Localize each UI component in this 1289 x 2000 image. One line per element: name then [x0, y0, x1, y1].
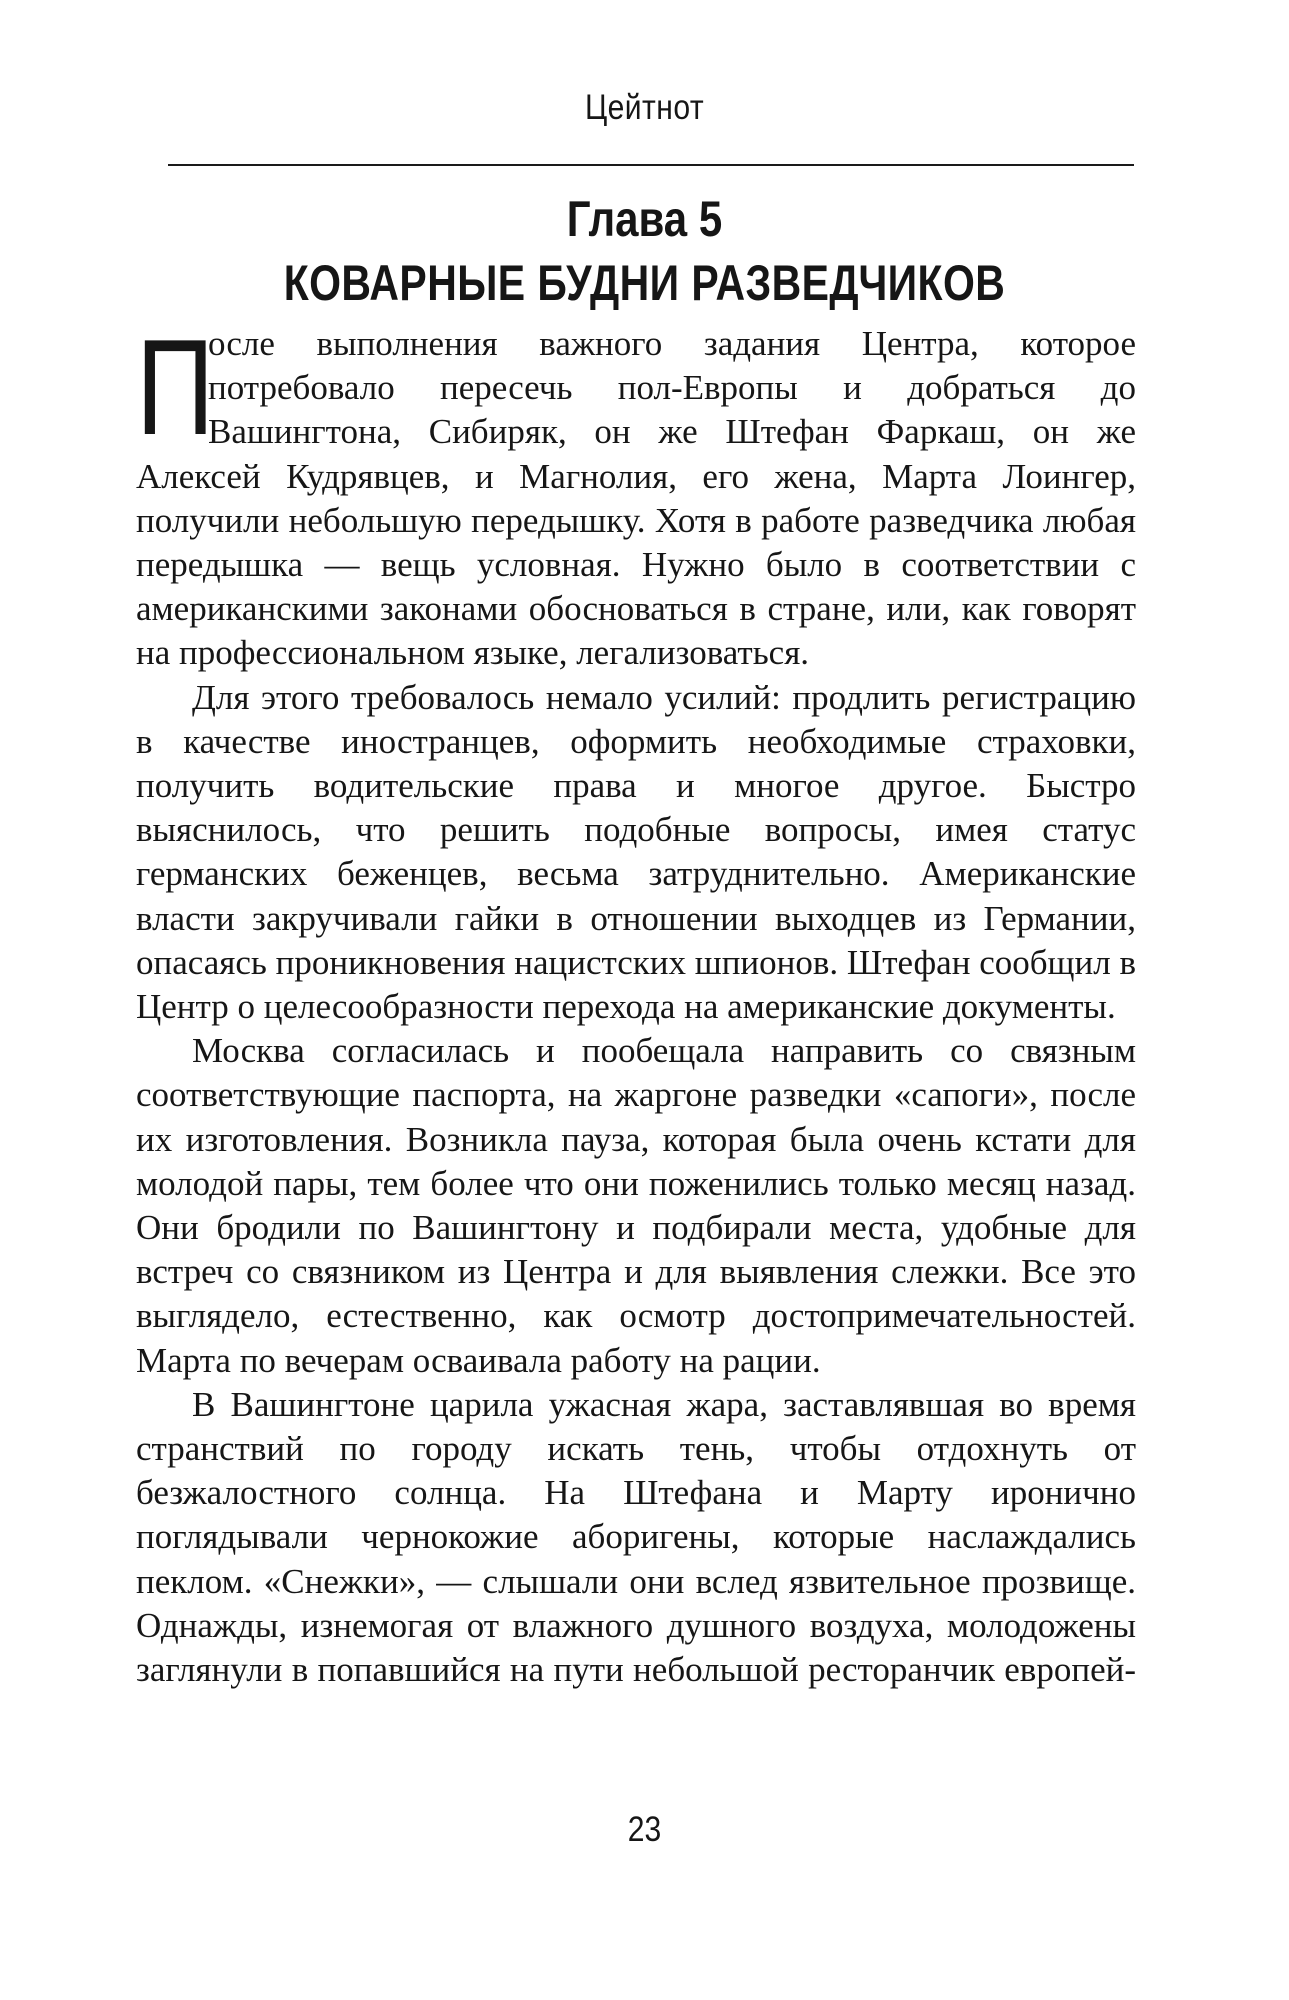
- paragraph-1-text: осле выполнения важного задания Центра, которое потребовало пересечь пол-Европы и добраться до Вашингтона, Сибиряк, он же Штефан Фаркаш, он же Алексей Кудрявцев, и Магнолия, его жена, Марта Лоингер, получили небольшую передышку. Хотя в работе разведчика любая передышка — вещь условная. Нужно было в соответствии с американскими законами обосноваться в стране, или, как говорят на профессиональном языке, легализоваться.: [136, 324, 1136, 673]
- paragraph-3: Москва согласилась и пообещала направить со связным соответствующие паспорта, на жаргоне разведки «сапоги», после их изготовления. Возникла пауза, которая была очень кстати для молодой пары, тем более что они поженились только месяц назад. Они бродили по Вашингтону и подбирали места, удобные для встреч со связником из Центра и для выявления слежки. Все это выглядело, естественно, как осмотр достопримечательностей. Марта по вечерам осваивала работу на рации.: [136, 1031, 1136, 1380]
- chapter-number: Глава 5: [566, 191, 723, 247]
- drop-cap: П: [136, 311, 215, 463]
- header-rule: [168, 164, 1134, 166]
- running-head: Цейтнот: [584, 88, 705, 127]
- paragraph-1: [136, 311, 1136, 676]
- chapter-title: КОВАРНЫЕ БУДНИ РАЗВЕДЧИКОВ: [283, 255, 1006, 311]
- body-text: [136, 311, 1136, 1692]
- paragraph-4: В Вашингтоне царила ужасная жара, заставлявшая во время странствий по городу искать тень, чтобы отдохнуть от безжалостного солнца. На Штефана и Марту иронично поглядывали чернокожие аборигены, которые наслаждались пеклом. «Снежки», — слышали они вслед язвительное прозвище. Однажды, изнемогая от влажного душного воздуха, молодожены заглянули в попавшийся на пути небольшой ресторанчик европей-: [136, 1384, 1136, 1690]
- paragraph-2: Для этого требовалось немало усилий: продлить регистрацию в качестве иностранцев, оформить необходимые страховки, получить водительские права и многое другое. Быстро выяснилось, что решить подобные вопросы, имея статус германских беженцев, весьма затруднительно. Американские власти закручивали гайки в отношении выходцев из Германии, опасаясь проникновения нацистских шпионов. Штефан сообщил в Центр о целесообразности перехода на американские документы.: [136, 677, 1136, 1027]
- page-number: 23: [627, 1810, 662, 1849]
